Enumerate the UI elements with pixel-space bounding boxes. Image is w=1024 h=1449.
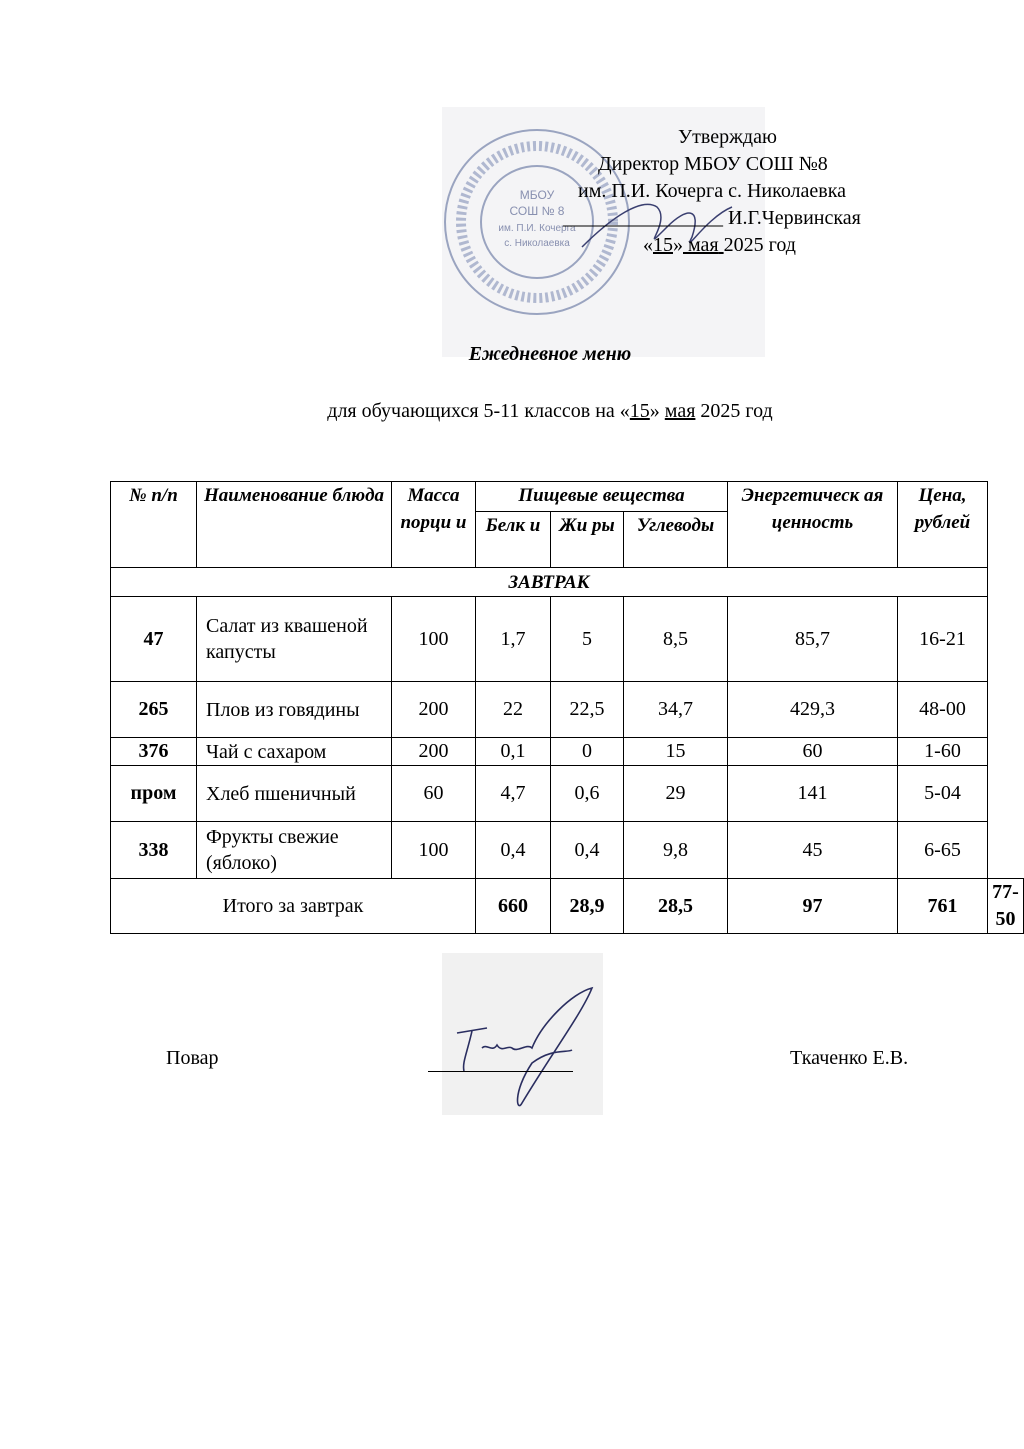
cell-num: пром xyxy=(111,766,197,822)
svg-text:им. П.И. Кочерга: им. П.И. Кочерга xyxy=(498,223,576,234)
cell-name: Хлеб пшеничный xyxy=(197,766,392,822)
cell-fat: 0,4 xyxy=(551,822,624,879)
cell-energy: 429,3 xyxy=(728,682,898,738)
cell-energy: 60 xyxy=(728,738,898,766)
table-row xyxy=(111,682,1024,738)
cell-price: 1-60 xyxy=(898,738,988,766)
svg-text:МБОУ: МБОУ xyxy=(519,188,555,202)
cell-protein: 22 xyxy=(476,682,551,738)
cell-mass: 100 xyxy=(392,597,476,682)
cell-fat: 5 xyxy=(551,597,624,682)
cell-price: 48-00 xyxy=(898,682,988,738)
signature-line xyxy=(428,1071,573,1072)
cell-num: 265 xyxy=(111,682,197,738)
cell-mass: 200 xyxy=(392,738,476,766)
page-title: Ежедневное меню xyxy=(468,343,632,365)
cell-mass: 200 xyxy=(392,682,476,738)
header-energy: Энергетическ ая ценность xyxy=(728,482,898,568)
approval-name: И.Г.Червинская xyxy=(728,207,861,229)
header-name: Наименование блюда xyxy=(197,482,392,568)
svg-text:с. Николаевка: с. Николаевка xyxy=(504,238,570,249)
cell-protein: 0,4 xyxy=(476,822,551,879)
cell-num: 47 xyxy=(111,597,197,682)
header-protein: Белк и xyxy=(476,512,551,568)
header-fat: Жи ры xyxy=(551,512,624,568)
approval-date: «15» мая 2025 год xyxy=(643,234,796,256)
cell-num: 338 xyxy=(111,822,197,879)
cell-price: 16-21 xyxy=(898,597,988,682)
total-protein: 28,9 xyxy=(551,879,624,934)
cell-num: 376 xyxy=(111,738,197,766)
cell-protein: 0,1 xyxy=(476,738,551,766)
section-breakfast: ЗАВТРАК xyxy=(111,568,988,597)
cell-energy: 85,7 xyxy=(728,597,898,682)
approval-position: Директор МБОУ СОШ №8 xyxy=(598,153,828,175)
total-fat: 28,5 xyxy=(624,879,728,934)
approval-block xyxy=(560,124,980,259)
cook-role: Повар xyxy=(166,1047,219,1069)
cell-name: Чай с сахаром xyxy=(197,738,392,766)
page-subtitle: для обучающихся 5-11 классов на «15» мая 2025 год xyxy=(327,400,773,422)
cell-carbs: 29 xyxy=(624,766,728,822)
table-row xyxy=(111,738,1024,766)
cell-price: 6-65 xyxy=(898,822,988,879)
header-mass: Масса порци и xyxy=(392,482,476,568)
menu-table xyxy=(110,481,1024,934)
approval-heading: Утверждаю xyxy=(678,126,777,148)
header-nutrients: Пищевые вещества xyxy=(476,482,728,512)
cell-energy: 45 xyxy=(728,822,898,879)
cell-carbs: 15 xyxy=(624,738,728,766)
total-carbs: 97 xyxy=(728,879,898,934)
cell-name: Салат из квашеной капусты xyxy=(197,597,392,682)
cell-energy: 141 xyxy=(728,766,898,822)
cell-fat: 0,6 xyxy=(551,766,624,822)
cell-mass: 100 xyxy=(392,822,476,879)
cell-price: 5-04 xyxy=(898,766,988,822)
cell-fat: 0 xyxy=(551,738,624,766)
cell-fat: 22,5 xyxy=(551,682,624,738)
total-energy: 761 xyxy=(898,879,988,934)
total-row xyxy=(111,879,1024,934)
approval-signature-line: ________________ И.Г.Червинская xyxy=(563,207,861,229)
approval-school: им. П.И. Кочерга с. Николаевка xyxy=(578,180,847,202)
table-row xyxy=(111,822,1024,879)
svg-text:СОШ № 8: СОШ № 8 xyxy=(509,204,565,218)
table-row xyxy=(111,597,1024,682)
total-label: Итого за завтрак xyxy=(111,879,476,934)
cell-mass: 60 xyxy=(392,766,476,822)
cell-carbs: 8,5 xyxy=(624,597,728,682)
total-mass: 660 xyxy=(476,879,551,934)
header-price: Цена, рублей xyxy=(898,482,988,568)
header-num: № п/п xyxy=(111,482,197,568)
cell-name: Фрукты свежие (яблоко) xyxy=(197,822,392,879)
cell-protein: 4,7 xyxy=(476,766,551,822)
header-carbs: Углеводы xyxy=(624,512,728,568)
cook-signature xyxy=(442,953,603,1115)
table-row xyxy=(111,766,1024,822)
cook-name: Ткаченко Е.В. xyxy=(790,1047,909,1069)
cook-signature-image xyxy=(442,953,603,1115)
cell-protein: 1,7 xyxy=(476,597,551,682)
cell-carbs: 34,7 xyxy=(624,682,728,738)
cell-carbs: 9,8 xyxy=(624,822,728,879)
cell-name: Плов из говядины xyxy=(197,682,392,738)
total-price: 77-50 xyxy=(988,879,1024,934)
